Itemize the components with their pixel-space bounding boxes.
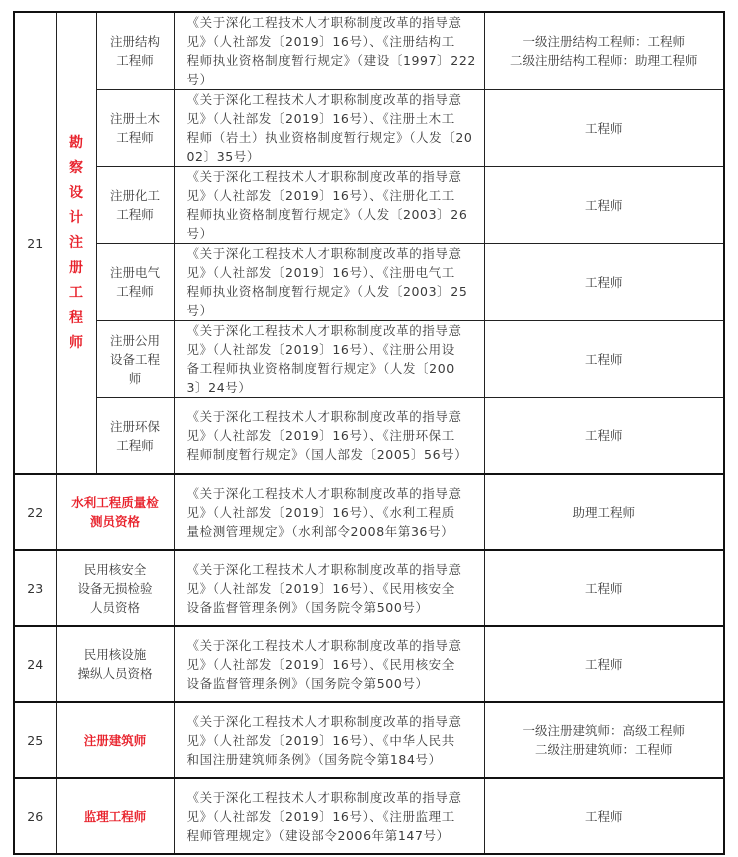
policy-document: 《关于深化工程技术人才职称制度改革的指导意 见》（人社部发〔2019〕16号）、《中华人民共 和国注册建筑师条例》（国务院令第184号） xyxy=(174,702,484,778)
policy-document: 《关于深化工程技术人才职称制度改革的指导意 见》（人社部发〔2019〕16号）、《注册电气工 程师执业资格制度暂行规定》（人发〔2003〕25 号） xyxy=(174,244,484,321)
policy-document: 《关于深化工程技术人才职称制度改革的指导意 见》（人社部发〔2019〕16号）、《水利工程质 量检测管理规定》（水利部令2008年第36号） xyxy=(174,474,484,550)
table-row xyxy=(14,167,724,244)
title-level: 一级注册建筑师：高级工程师 二级注册建筑师：工程师 xyxy=(484,702,724,778)
qualification-name: 监理工程师 xyxy=(56,778,174,854)
row-number: 24 xyxy=(14,626,56,702)
qualification-name: 民用核安全 设备无损检验 人员资格 xyxy=(56,550,174,626)
policy-document: 《关于深化工程技术人才职称制度改革的指导意 见》（人社部发〔2019〕16号）、《注册土木工 程师（岩土）执业资格制度暂行规定》（人发〔20 02〕35号） xyxy=(174,90,484,167)
qualification-name: 民用核设施 操纵人员资格 xyxy=(56,626,174,702)
table-row xyxy=(14,626,724,702)
row-number: 22 xyxy=(14,474,56,550)
qualification-name: 注册化工 工程师 xyxy=(96,167,174,244)
title-level: 工程师 xyxy=(484,321,724,398)
qualification-name: 注册电气 工程师 xyxy=(96,244,174,321)
policy-document: 《关于深化工程技术人才职称制度改革的指导意 见》（人社部发〔2019〕16号）、《注册环保工 程师制度暂行规定》（国人部发〔2005〕56号） xyxy=(174,398,484,475)
qualification-name: 水利工程质量检 测员资格 xyxy=(56,474,174,550)
qualification-name: 注册结构 工程师 xyxy=(96,12,174,90)
row-number: 26 xyxy=(14,778,56,854)
row-number: 25 xyxy=(14,702,56,778)
title-level: 工程师 xyxy=(484,398,724,475)
policy-document: 《关于深化工程技术人才职称制度改革的指导意 见》（人社部发〔2019〕16号）、《注册公用设 备工程师执业资格制度暂行规定》（人发〔200 3〕24号） xyxy=(174,321,484,398)
table-row xyxy=(14,90,724,167)
table-row xyxy=(14,778,724,854)
table-row xyxy=(14,702,724,778)
row-number: 23 xyxy=(14,550,56,626)
table-row xyxy=(14,244,724,321)
title-level: 助理工程师 xyxy=(484,474,724,550)
table-row xyxy=(14,12,724,90)
table-row xyxy=(14,321,724,398)
table-row xyxy=(14,474,724,550)
qualification-name: 注册土木 工程师 xyxy=(96,90,174,167)
qualification-name: 注册建筑师 xyxy=(56,702,174,778)
title-level: 工程师 xyxy=(484,550,724,626)
title-level: 工程师 xyxy=(484,626,724,702)
table-row xyxy=(14,550,724,626)
title-level: 工程师 xyxy=(484,90,724,167)
qualification-name: 注册环保 工程师 xyxy=(96,398,174,475)
qualification-name: 注册公用 设备工程 师 xyxy=(96,321,174,398)
policy-document: 《关于深化工程技术人才职称制度改革的指导意 见》（人社部发〔2019〕16号）、《注册监理工 程师管理规定》（建设部令2006年第147号） xyxy=(174,778,484,854)
category-label: 勘 察 设 计 注 册 工 程 师 xyxy=(56,12,96,474)
title-level: 一级注册结构工程师：工程师 二级注册结构工程师：助理工程师 xyxy=(484,12,724,90)
table-row xyxy=(14,398,724,475)
policy-document: 《关于深化工程技术人才职称制度改革的指导意 见》（人社部发〔2019〕16号）、《注册结构工 程师执业资格制度暂行规定》（建设〔1997〕222 号） xyxy=(174,12,484,90)
policy-document: 《关于深化工程技术人才职称制度改革的指导意 见》（人社部发〔2019〕16号）、《注册化工工 程师执业资格制度暂行规定》（人发〔2003〕26 号） xyxy=(174,167,484,244)
policy-document: 《关于深化工程技术人才职称制度改革的指导意 见》（人社部发〔2019〕16号）、《民用核安全 设备监督管理条例》（国务院令第500号） xyxy=(174,550,484,626)
row-number: 21 xyxy=(14,12,56,474)
qualification-table xyxy=(13,11,725,855)
title-level: 工程师 xyxy=(484,778,724,854)
policy-document: 《关于深化工程技术人才职称制度改革的指导意 见》（人社部发〔2019〕16号）、《民用核安全 设备监督管理条例》（国务院令第500号） xyxy=(174,626,484,702)
title-level: 工程师 xyxy=(484,167,724,244)
title-level: 工程师 xyxy=(484,244,724,321)
